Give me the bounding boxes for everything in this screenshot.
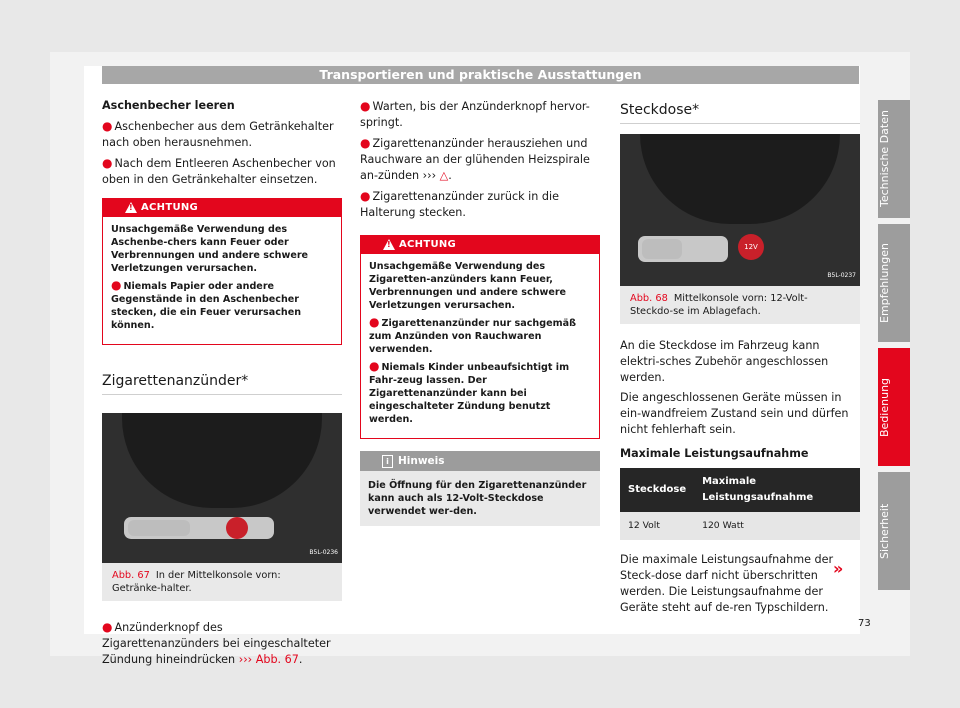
section-title-lighter: Zigarettenanzünder* [102, 373, 342, 395]
continue-arrow-icon: » [833, 559, 844, 578]
esp-off-button [642, 239, 682, 259]
column-3 [620, 98, 860, 620]
list-item: ● Zigarettenanzünder herausziehen und Rauchware an der glühenden Heizspirale an-zünden ››› △. [360, 136, 590, 182]
page-header: Transportieren und praktische Ausstattungen [102, 66, 859, 84]
page-number: 73 [858, 618, 871, 629]
heading-ashtray: Aschenbecher leeren [102, 99, 235, 112]
column-2 [360, 98, 600, 526]
side-tab-empfehlungen[interactable]: Empfehlungen [878, 224, 910, 342]
figure-67-image [102, 413, 342, 563]
hint-header: i Hinweis [360, 451, 600, 471]
section-title-socket: Steckdose* [620, 102, 860, 124]
table-title: Maximale Leistungsaufnahme [620, 447, 809, 460]
list-item: ● Warten, bis der Anzünderknopf hervor-springt. [360, 99, 590, 129]
socket-plug: 12V [738, 234, 764, 260]
paragraph: Die maximale Leistungsaufnahme der Steck-dose darf nicht überschritten werden. Die Leistungsaufnahme der Geräte steht auf de-ren Typschildern. [620, 553, 834, 614]
list-item: ● Niemals Papier oder andere Gegenstände in den Aschenbecher stecken, die ein Feuer verursachen können. [111, 278, 302, 331]
figure-68-image [620, 134, 860, 286]
figure-68 [620, 134, 860, 324]
table-header: Steckdose [620, 468, 694, 512]
list-item: ● Anzünderknopf des Zigarettenanzünders bei eingeschalteter Zündung hineindrücken ››› Abb. 67. [102, 620, 331, 666]
table-row [620, 512, 860, 540]
power-table [620, 468, 860, 540]
warning-box [102, 198, 342, 345]
warning-box [360, 235, 600, 439]
list-item: ● Niemals Kinder unbeaufsichtigt im Fahr-zeug lassen. Der Zigarettenanzünder kann bei eingeschalteter Zündung benutzt werden. [369, 359, 570, 425]
figure-caption: Abb. 68 Mittelkonsole vorn: 12-Volt-Steckdo-se im Ablagefach. [630, 293, 808, 317]
table-header: Maximale Leistungsaufnahme [694, 468, 860, 512]
list-item: ● Zigarettenanzünder nur sachgemäß zum Anzünden von Rauchwaren verwenden. [369, 315, 576, 355]
warning-ref-icon[interactable]: △ [439, 169, 449, 182]
lighter-plug [226, 517, 248, 539]
hint-box [360, 451, 600, 526]
list-item: ● Zigarettenanzünder zurück in die Halterung stecken. [360, 189, 560, 219]
list-item: ● Nach dem Entleeren Aschenbecher von oben in den Getränkehalter einsetzen. [102, 156, 336, 186]
paragraph: Die angeschlossenen Geräte müssen in ein-wandfreiem Zustand sein und dürfen nicht fehlerhaft sein. [620, 391, 849, 436]
table-cell: 12 Volt [620, 512, 694, 540]
figure-link[interactable]: ››› Abb. 67 [238, 653, 299, 666]
list-item: ● Aschenbecher aus dem Getränkehalter nach oben herausnehmen. [102, 119, 334, 149]
paragraph: An die Steckdose im Fahrzeug kann elektri-sches Zubehör angeschlossen werden. [620, 339, 829, 384]
side-tab-technische-daten[interactable]: Technische Daten [878, 100, 910, 218]
warning-triangle-icon [125, 202, 137, 213]
side-tab-sicherheit[interactable]: Sicherheit [878, 472, 910, 590]
figure-code: B5L-0237 [827, 272, 856, 279]
table-cell: 120 Watt [694, 512, 860, 540]
warning-body: Unsachgemäße Verwendung des Aschenbe-chers kann Feuer oder Verbrennungen und andere schwere Verletzungen verursachen. ● Niemals Papier oder andere Gegenstände in den Aschenbecher stecken, die ein Feuer verursachen können. [103, 217, 341, 344]
figure-67 [102, 413, 342, 601]
warning-header: ! ACHTUNG [103, 199, 341, 217]
info-icon: i [382, 455, 393, 468]
esp-off-button [128, 520, 190, 536]
side-tab-bedienung[interactable]: Bedienung [878, 348, 910, 466]
warning-header: ! ACHTUNG [361, 236, 599, 254]
hint-body: Die Öffnung für den Zigarettenanzünder kann auch als 12-Volt-Steckdose verwendet wer-den. [368, 480, 587, 517]
warning-triangle-icon [383, 239, 395, 250]
figure-caption: Abb. 67 In der Mittelkonsole vorn: Getränke-halter. [112, 570, 281, 594]
figure-code: B5L-0236 [309, 549, 338, 556]
column-1 [102, 98, 342, 672]
warning-body: Unsachgemäße Verwendung des Zigaretten-anzünders kann Feuer, Verbrennungen und andere schwere Verletzungen verursachen. ● Zigarettenanzünder nur sachgemäß zum Anzünden von Rauchwaren verwenden. ● Niemals Kinder unbeaufsichtigt im Fahr-zeug lassen. Der Zigarettenanzünder kann bei eingeschalteter Zündung benutzt werden. [361, 254, 599, 438]
